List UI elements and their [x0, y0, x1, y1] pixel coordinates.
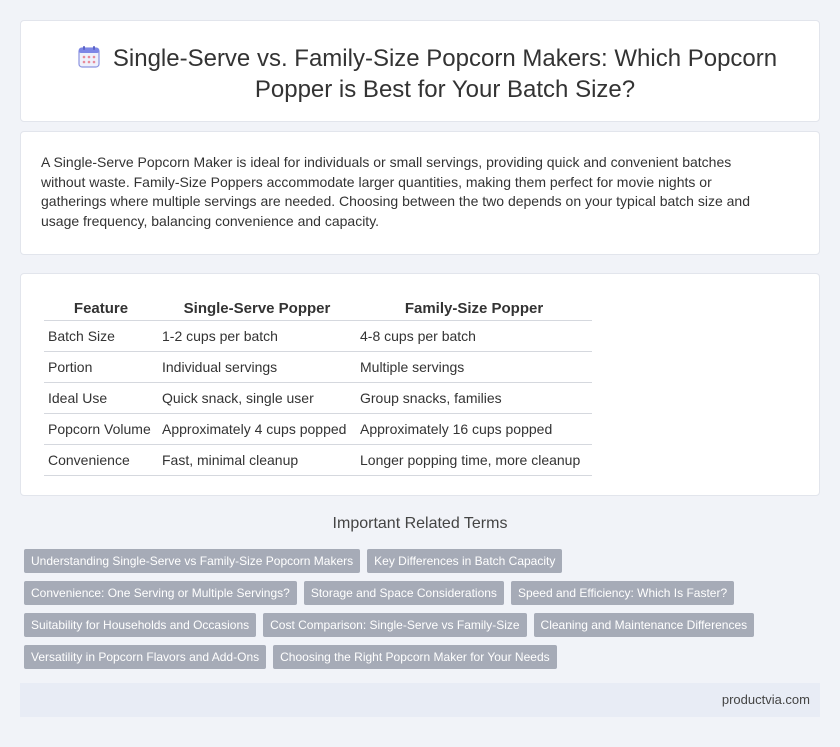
- table-cell: Approximately 16 cups popped: [356, 414, 592, 445]
- table-row: [44, 383, 592, 414]
- calendar-icon: [78, 46, 100, 68]
- related-term-tag[interactable]: Convenience: One Serving or Multiple Servings?: [24, 581, 297, 605]
- tag-row: [24, 645, 557, 669]
- tag-row: [24, 549, 562, 573]
- related-term-tag[interactable]: Cost Comparison: Single-Serve vs Family-Size: [263, 613, 526, 637]
- table-row: [44, 321, 592, 352]
- table-row: [44, 445, 592, 476]
- table-cell: Ideal Use: [44, 383, 158, 414]
- column-header: Family-Size Popper: [356, 296, 592, 321]
- header-card: [20, 20, 820, 122]
- comparison-card: [20, 273, 820, 496]
- table-header-row: [44, 296, 592, 321]
- related-terms-heading: Important Related Terms: [332, 515, 508, 532]
- tag-row: [24, 613, 754, 637]
- table-cell: Portion: [44, 352, 158, 383]
- related-term-tag[interactable]: Speed and Efficiency: Which Is Faster?: [511, 581, 734, 605]
- table-row: [44, 414, 592, 445]
- table-cell: Individual servings: [158, 352, 356, 383]
- intro-paragraph: A Single-Serve Popcorn Maker is ideal for individuals or small servings, providing quick and convenient batches without waste. Family-Size Poppers accommodate larger quantities, making them perfect for movie nights or gatherings where multiple servings are needed. Choosing between the two depends on your typical batch size and usage frequency, balancing convenience and capacity.: [41, 154, 750, 229]
- comparison-table: [44, 296, 592, 476]
- table-cell: Approximately 4 cups popped: [158, 414, 356, 445]
- related-term-tag[interactable]: Key Differences in Batch Capacity: [367, 549, 562, 573]
- tag-row: [24, 581, 734, 605]
- table-cell: Multiple servings: [356, 352, 592, 383]
- related-term-tag[interactable]: Suitability for Households and Occasions: [24, 613, 256, 637]
- table-cell: Fast, minimal cleanup: [158, 445, 356, 476]
- table-cell: Group snacks, families: [356, 383, 592, 414]
- related-term-tag[interactable]: Versatility in Popcorn Flavors and Add-Ons: [24, 645, 266, 669]
- table-cell: Longer popping time, more cleanup: [356, 445, 592, 476]
- table-cell: Popcorn Volume: [44, 414, 158, 445]
- column-header: Single-Serve Popper: [158, 296, 356, 321]
- related-term-tag[interactable]: Understanding Single-Serve vs Family-Size Popcorn Makers: [24, 549, 360, 573]
- table-cell: Convenience: [44, 445, 158, 476]
- column-header: Feature: [44, 296, 158, 321]
- page-title: Single-Serve vs. Family-Size Popcorn Makers: Which Popcorn Popper is Best for Your Batch Size?: [112, 45, 778, 103]
- intro-card: [20, 131, 820, 255]
- related-term-tag[interactable]: Choosing the Right Popcorn Maker for Your Needs: [273, 645, 557, 669]
- table-cell: 1-2 cups per batch: [158, 321, 356, 352]
- table-cell: Quick snack, single user: [158, 383, 356, 414]
- table-cell: 4-8 cups per batch: [356, 321, 592, 352]
- footer: [20, 683, 820, 717]
- table-cell: Batch Size: [44, 321, 158, 352]
- related-term-tag[interactable]: Cleaning and Maintenance Differences: [534, 613, 755, 637]
- related-term-tag[interactable]: Storage and Space Considerations: [304, 581, 504, 605]
- site-name[interactable]: productvia.com: [721, 692, 810, 707]
- table-row: [44, 352, 592, 383]
